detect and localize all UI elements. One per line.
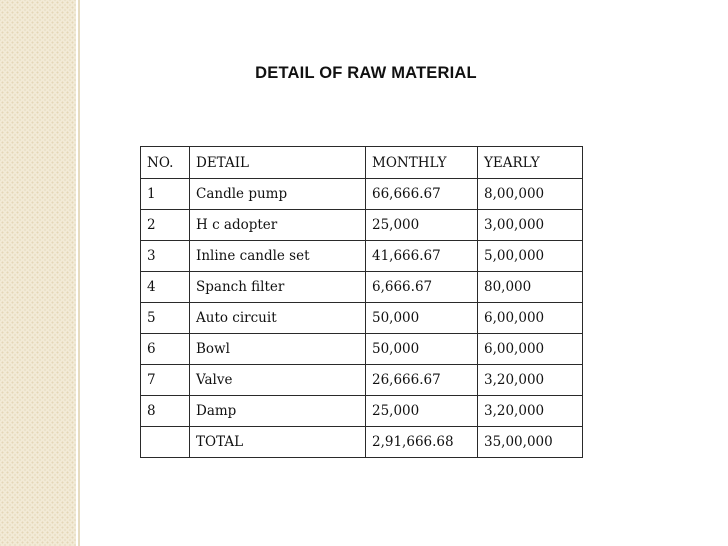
- cell-no: 3: [141, 241, 190, 272]
- cell-no: 8: [141, 396, 190, 427]
- cell-monthly: 6,666.67: [366, 272, 478, 303]
- table-row: [141, 334, 583, 365]
- cell-yearly: 5,00,000: [478, 241, 583, 272]
- cell-no: 7: [141, 365, 190, 396]
- raw-material-table: [140, 146, 583, 458]
- header-no: NO.: [141, 147, 190, 179]
- total-label: TOTAL: [190, 427, 366, 458]
- cell-yearly: 80,000: [478, 272, 583, 303]
- table-row: [141, 241, 583, 272]
- cell-no: 5: [141, 303, 190, 334]
- cell-yearly: 6,00,000: [478, 334, 583, 365]
- cell-detail: Valve: [190, 365, 366, 396]
- cell-yearly: 6,00,000: [478, 303, 583, 334]
- table-row: [141, 365, 583, 396]
- cell-detail: Inline candle set: [190, 241, 366, 272]
- table-header-row: [141, 147, 583, 179]
- header-yearly: YEARLY: [478, 147, 583, 179]
- cell-detail: Auto circuit: [190, 303, 366, 334]
- table-row: [141, 303, 583, 334]
- header-monthly: MONTHLY: [366, 147, 478, 179]
- cell-monthly: 41,666.67: [366, 241, 478, 272]
- table-row: [141, 272, 583, 303]
- total-no: [141, 427, 190, 458]
- cell-monthly: 50,000: [366, 303, 478, 334]
- table-row: [141, 396, 583, 427]
- cell-detail: Spanch filter: [190, 272, 366, 303]
- cell-monthly: 26,666.67: [366, 365, 478, 396]
- table-total-row: [141, 427, 583, 458]
- cell-no: 6: [141, 334, 190, 365]
- total-monthly: 2,91,666.68: [366, 427, 478, 458]
- cell-no: 4: [141, 272, 190, 303]
- cell-detail: H c adopter: [190, 210, 366, 241]
- cell-monthly: 50,000: [366, 334, 478, 365]
- cell-detail: Candle pump: [190, 179, 366, 210]
- header-detail: DETAIL: [190, 147, 366, 179]
- cell-monthly: 25,000: [366, 210, 478, 241]
- table-row: [141, 179, 583, 210]
- cell-yearly: 8,00,000: [478, 179, 583, 210]
- cell-no: 1: [141, 179, 190, 210]
- cell-no: 2: [141, 210, 190, 241]
- slide-title: DETAIL OF RAW MATERIAL: [255, 64, 477, 82]
- cell-detail: Damp: [190, 396, 366, 427]
- cell-detail: Bowl: [190, 334, 366, 365]
- cell-yearly: 3,20,000: [478, 365, 583, 396]
- table-row: [141, 210, 583, 241]
- cell-monthly: 25,000: [366, 396, 478, 427]
- cell-monthly: 66,666.67: [366, 179, 478, 210]
- total-yearly: 35,00,000: [478, 427, 583, 458]
- cell-yearly: 3,00,000: [478, 210, 583, 241]
- cell-yearly: 3,20,000: [478, 396, 583, 427]
